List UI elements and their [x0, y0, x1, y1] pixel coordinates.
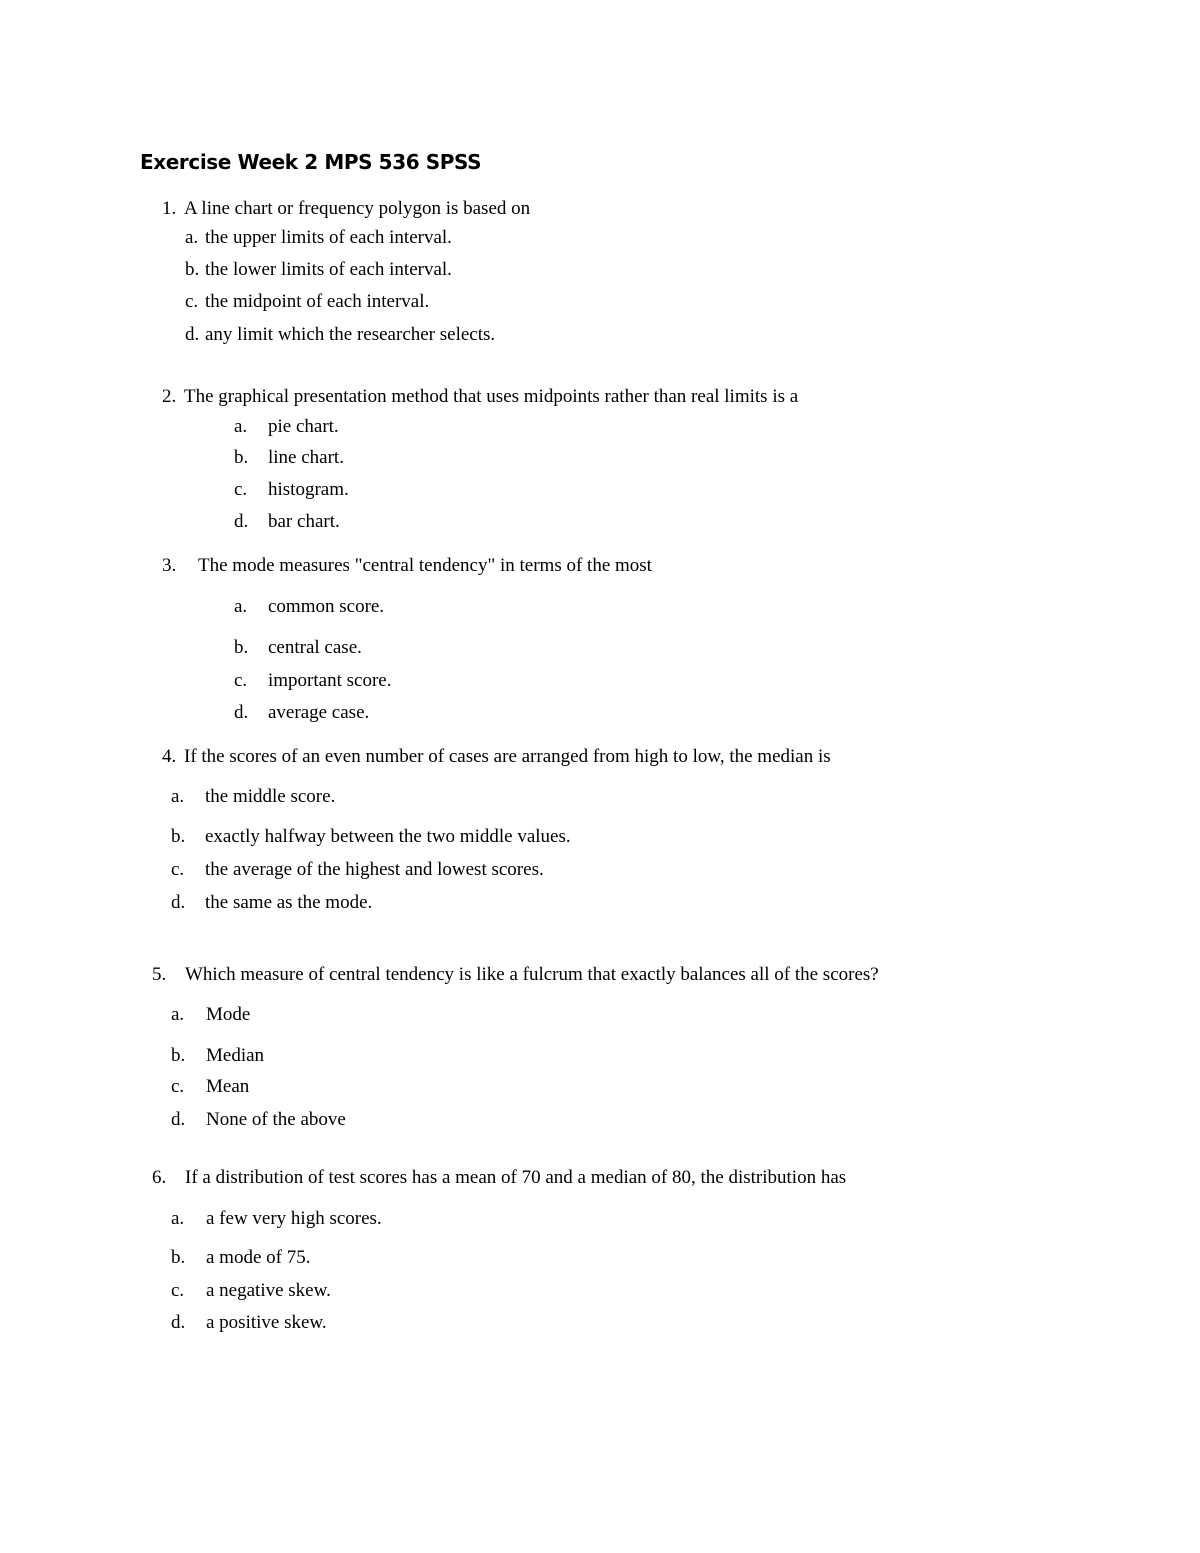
question-number: 3. — [162, 555, 177, 576]
option-text: Mode — [206, 1004, 251, 1025]
option-text: pie chart. — [268, 416, 339, 437]
option-letter: d. — [171, 1312, 186, 1333]
option-text: Median — [206, 1045, 265, 1066]
question-text: If the scores of an even number of cases are arranged from high to low, the median is — [184, 746, 831, 767]
option-letter: c. — [171, 1280, 185, 1301]
option-text: a negative skew. — [206, 1280, 331, 1301]
option-letter: d. — [234, 511, 249, 532]
option-text: central case. — [268, 637, 362, 658]
option-letter: c. — [171, 1076, 185, 1097]
question-number: 4. — [162, 746, 177, 767]
option-letter: a. — [234, 596, 248, 617]
option-letter: a. — [185, 227, 199, 248]
option-text: bar chart. — [268, 511, 340, 532]
page-title: Exercise Week 2 MPS 536 SPSS — [140, 150, 482, 174]
option-text: any limit which the researcher selects. — [205, 324, 496, 345]
option-letter: d. — [234, 702, 249, 723]
option-letter: d. — [185, 324, 200, 345]
option-text: histogram. — [268, 479, 349, 500]
option-text: the same as the mode. — [205, 892, 373, 913]
option-text: a positive skew. — [206, 1312, 327, 1333]
option-text: None of the above — [206, 1109, 346, 1130]
option-letter: d. — [171, 892, 186, 913]
question-text: The mode measures "central tendency" in terms of the most — [198, 555, 652, 576]
option-letter: c. — [234, 479, 248, 500]
option-text: a mode of 75. — [206, 1247, 311, 1268]
option-text: the upper limits of each interval. — [205, 227, 452, 248]
option-text: the lower limits of each interval. — [205, 259, 452, 280]
option-letter: b. — [234, 637, 249, 658]
option-text: the average of the highest and lowest scores. — [205, 859, 544, 880]
question-text: A line chart or frequency polygon is based on — [184, 198, 531, 219]
option-text: the midpoint of each interval. — [205, 291, 430, 312]
option-text: important score. — [268, 670, 392, 691]
option-letter: c. — [185, 291, 199, 312]
option-letter: c. — [234, 670, 248, 691]
option-text: average case. — [268, 702, 370, 723]
option-letter: a. — [171, 786, 185, 807]
option-text: Mean — [206, 1076, 250, 1097]
option-letter: b. — [171, 826, 186, 847]
option-text: common score. — [268, 596, 385, 617]
option-letter: b. — [171, 1045, 186, 1066]
option-letter: a. — [171, 1004, 185, 1025]
option-letter: a. — [234, 416, 248, 437]
option-text: exactly halfway between the two middle values. — [205, 826, 571, 847]
option-text: a few very high scores. — [206, 1208, 382, 1229]
option-text: line chart. — [268, 447, 344, 468]
option-letter: d. — [171, 1109, 186, 1130]
question-number: 6. — [152, 1167, 167, 1188]
option-letter: b. — [185, 259, 200, 280]
question-number: 2. — [162, 386, 177, 407]
option-letter: a. — [171, 1208, 185, 1229]
question-number: 1. — [162, 198, 177, 219]
option-letter: b. — [234, 447, 249, 468]
question-text: The graphical presentation method that uses midpoints rather than real limits is a — [184, 386, 799, 407]
option-text: the middle score. — [205, 786, 336, 807]
option-letter: c. — [171, 859, 185, 880]
question-text: Which measure of central tendency is like a fulcrum that exactly balances all of the scores? — [185, 964, 879, 985]
question-text: If a distribution of test scores has a mean of 70 and a median of 80, the distribution has — [185, 1167, 847, 1188]
option-letter: b. — [171, 1247, 186, 1268]
question-number: 5. — [152, 964, 167, 985]
